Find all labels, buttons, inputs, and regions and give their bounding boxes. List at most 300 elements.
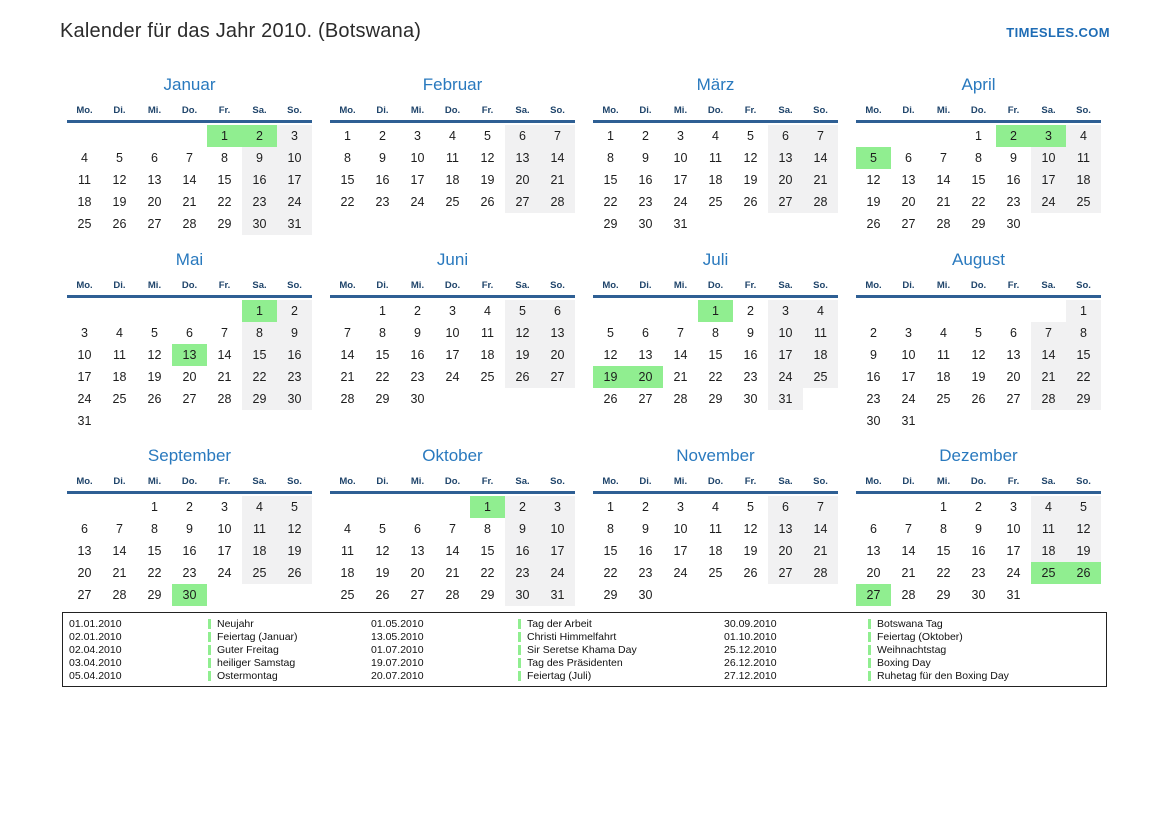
month-title: Januar xyxy=(163,75,216,94)
day-cell: 19 xyxy=(112,195,127,209)
empty-cell xyxy=(365,496,400,518)
day-cell: 21 xyxy=(182,195,197,209)
day-cell: 17 xyxy=(1031,169,1066,191)
day-cell: 26 xyxy=(971,392,986,406)
day-cell: 27 xyxy=(901,217,916,231)
empty-cell xyxy=(891,300,926,322)
empty-cell xyxy=(242,584,277,606)
weekday-header: Di. xyxy=(639,105,652,116)
day-cell: 25 xyxy=(340,588,355,602)
day-cell: 13 xyxy=(172,344,207,366)
day-cell: 27 xyxy=(147,217,162,231)
legend-holiday-name: Ostermontag xyxy=(217,669,278,682)
day-cell: 26 xyxy=(1066,562,1101,584)
day-cell: 21 xyxy=(803,169,838,191)
weekday-header: Fr. xyxy=(1007,105,1020,116)
month-days xyxy=(330,300,575,410)
day-cell: 6 xyxy=(870,522,877,536)
day-cell: 8 xyxy=(940,522,947,536)
legend-entry xyxy=(868,657,1106,669)
day-cell: 10 xyxy=(445,326,460,340)
day-cell: 30 xyxy=(638,217,653,231)
empty-cell xyxy=(540,388,575,410)
day-cell: 17 xyxy=(540,540,575,562)
legend-date: 01.10.2010 xyxy=(724,631,777,644)
holiday-marker-icon xyxy=(208,632,211,642)
day-cell: 12 xyxy=(277,518,312,540)
day-cell: 21 xyxy=(1031,366,1066,388)
day-cell: 2 xyxy=(505,496,540,518)
weekday-header: Do. xyxy=(970,476,987,487)
weekday-header-row xyxy=(856,476,1101,494)
day-cell: 28 xyxy=(540,191,575,213)
day-cell: 18 xyxy=(242,540,277,562)
day-cell: 14 xyxy=(112,544,127,558)
empty-cell xyxy=(1066,213,1101,235)
holiday-marker-icon xyxy=(868,671,871,681)
day-cell: 1 xyxy=(607,129,614,143)
day-cell: 8 xyxy=(712,326,719,340)
day-cell: 20 xyxy=(410,566,425,580)
legend-entry xyxy=(518,618,724,630)
weekday-header-row xyxy=(856,280,1101,298)
weekday-header: Di. xyxy=(902,105,915,116)
day-cell: 20 xyxy=(147,195,162,209)
day-cell: 22 xyxy=(242,366,277,388)
weekday-header: Di. xyxy=(902,476,915,487)
day-cell: 21 xyxy=(445,566,460,580)
day-cell: 7 xyxy=(940,151,947,165)
weekday-header: So. xyxy=(1076,280,1091,291)
day-cell: 2 xyxy=(277,300,312,322)
month-title: Dezember xyxy=(939,446,1018,465)
holiday-marker-icon xyxy=(868,658,871,668)
day-cell: 17 xyxy=(673,173,688,187)
day-cell: 6 xyxy=(186,326,193,340)
day-cell: 20 xyxy=(505,169,540,191)
day-cell: 11 xyxy=(242,518,277,540)
day-cell: 10 xyxy=(673,522,688,536)
empty-cell xyxy=(856,496,891,518)
day-cell: 20 xyxy=(182,370,197,384)
legend-entry xyxy=(868,644,1106,656)
day-cell: 29 xyxy=(603,217,618,231)
legend-entry xyxy=(518,657,724,669)
legend-date: 01.01.2010 xyxy=(69,618,122,631)
legend-holiday-name: Feiertag (Juli) xyxy=(527,669,592,682)
legend-holiday-name: Ruhetag für den Boxing Day xyxy=(877,669,1009,682)
day-cell: 16 xyxy=(866,370,881,384)
day-cell: 16 xyxy=(410,348,425,362)
day-cell: 21 xyxy=(936,195,951,209)
day-cell: 14 xyxy=(540,147,575,169)
month-title: Juni xyxy=(436,250,469,269)
holiday-marker-icon xyxy=(208,671,211,681)
day-cell: 30 xyxy=(1006,217,1021,231)
day-cell: 1 xyxy=(940,500,947,514)
day-cell: 22 xyxy=(708,370,723,384)
month-days xyxy=(856,125,1101,235)
day-cell: 19 xyxy=(480,173,495,187)
empty-cell xyxy=(207,410,242,432)
day-cell: 5 xyxy=(856,147,891,169)
day-cell: 29 xyxy=(217,217,232,231)
day-cell: 15 xyxy=(708,348,723,362)
day-cell: 31 xyxy=(1006,588,1021,602)
day-cell: 21 xyxy=(112,566,127,580)
day-cell: 12 xyxy=(505,322,540,344)
legend-entry xyxy=(208,670,371,682)
day-cell: 10 xyxy=(768,322,803,344)
day-cell: 17 xyxy=(445,348,460,362)
weekday-header: Sa. xyxy=(252,105,267,116)
day-cell: 16 xyxy=(638,544,653,558)
day-cell: 31 xyxy=(901,414,916,428)
month-days xyxy=(67,496,312,606)
weekday-header-row xyxy=(330,280,575,298)
day-cell: 26 xyxy=(147,392,162,406)
weekday-header-row xyxy=(593,280,838,298)
empty-cell xyxy=(470,388,505,410)
day-cell: 1 xyxy=(975,129,982,143)
legend-holiday-name: Christi Himmelfahrt xyxy=(527,631,617,644)
day-cell: 13 xyxy=(638,348,653,362)
day-cell: 18 xyxy=(340,566,355,580)
empty-cell xyxy=(207,300,242,322)
empty-cell xyxy=(102,410,137,432)
month-title: Juli xyxy=(702,250,729,269)
day-cell: 18 xyxy=(77,195,92,209)
day-cell: 29 xyxy=(375,392,390,406)
empty-cell xyxy=(733,213,768,235)
day-cell: 20 xyxy=(1006,370,1021,384)
weekday-header: Mo. xyxy=(865,105,882,116)
day-cell: 20 xyxy=(768,540,803,562)
day-cell: 25 xyxy=(112,392,127,406)
day-cell: 16 xyxy=(1006,173,1021,187)
month-title: August xyxy=(952,250,1005,269)
day-cell: 24 xyxy=(768,366,803,388)
empty-cell xyxy=(1066,410,1101,432)
day-cell: 30 xyxy=(277,388,312,410)
day-cell: 27 xyxy=(768,562,803,584)
month-title: Oktober xyxy=(422,446,483,465)
day-cell: 20 xyxy=(901,195,916,209)
empty-cell xyxy=(926,300,961,322)
weekday-header: Mi. xyxy=(147,105,162,116)
empty-cell xyxy=(698,213,733,235)
weekday-header: Mo. xyxy=(339,105,356,116)
weekday-header: Do. xyxy=(444,476,461,487)
weekday-header: Do. xyxy=(970,280,987,291)
day-cell: 11 xyxy=(481,326,494,340)
day-cell: 31 xyxy=(673,217,688,231)
day-cell: 21 xyxy=(217,370,232,384)
day-cell: 2 xyxy=(747,304,754,318)
day-cell: 2 xyxy=(996,125,1031,147)
day-cell: 3 xyxy=(449,304,456,318)
day-cell: 14 xyxy=(673,348,688,362)
day-cell: 7 xyxy=(1031,322,1066,344)
weekday-header: Mo. xyxy=(76,280,93,291)
holiday-marker-icon xyxy=(208,658,211,668)
month-dezember xyxy=(856,443,1101,613)
day-cell: 16 xyxy=(505,540,540,562)
day-cell: 31 xyxy=(277,213,312,235)
day-cell: 16 xyxy=(971,544,986,558)
day-cell: 5 xyxy=(747,129,754,143)
empty-cell xyxy=(926,410,961,432)
day-cell: 5 xyxy=(607,326,614,340)
day-cell: 3 xyxy=(677,129,684,143)
month-days xyxy=(593,496,838,606)
empty-cell xyxy=(67,300,102,322)
weekday-header: Do. xyxy=(181,280,198,291)
legend-date: 26.12.2010 xyxy=(724,656,777,669)
day-cell: 11 xyxy=(78,173,91,187)
brand-link[interactable]: TIMESLES.COM xyxy=(1006,25,1110,40)
month-juli xyxy=(593,247,838,443)
day-cell: 24 xyxy=(673,195,688,209)
month-märz xyxy=(593,72,838,247)
day-cell: 9 xyxy=(870,348,877,362)
day-cell: 24 xyxy=(540,562,575,584)
day-cell: 4 xyxy=(803,300,838,322)
month-september xyxy=(67,443,312,613)
day-cell: 2 xyxy=(642,500,649,514)
day-cell: 28 xyxy=(340,392,355,406)
legend-date: 05.04.2010 xyxy=(69,669,122,682)
day-cell: 8 xyxy=(975,151,982,165)
day-cell: 6 xyxy=(768,125,803,147)
weekday-header: Mi. xyxy=(147,280,162,291)
legend-date: 30.09.2010 xyxy=(724,618,777,631)
day-cell: 26 xyxy=(480,195,495,209)
day-cell: 2 xyxy=(379,129,386,143)
weekday-header: Di. xyxy=(639,280,652,291)
month-days xyxy=(67,300,312,432)
holiday-marker-icon xyxy=(518,632,521,642)
months-grid xyxy=(67,72,1101,613)
empty-cell xyxy=(137,125,172,147)
day-cell: 2 xyxy=(975,500,982,514)
empty-cell xyxy=(768,584,803,606)
month-title: Mai xyxy=(175,250,204,269)
day-cell: 3 xyxy=(81,326,88,340)
day-cell: 6 xyxy=(1010,326,1017,340)
day-cell: 13 xyxy=(901,173,916,187)
day-cell: 16 xyxy=(182,544,197,558)
weekday-header: Fr. xyxy=(744,476,757,487)
day-cell: 17 xyxy=(673,544,688,558)
day-cell: 12 xyxy=(743,522,758,536)
legend-holiday-name: Sir Seretse Khama Day xyxy=(527,643,637,656)
day-cell: 11 xyxy=(709,522,722,536)
day-cell: 12 xyxy=(375,544,390,558)
weekday-header: Sa. xyxy=(1041,105,1056,116)
weekday-header-row xyxy=(593,476,838,494)
day-cell: 22 xyxy=(480,566,495,580)
day-cell: 7 xyxy=(803,496,838,518)
day-cell: 12 xyxy=(112,173,127,187)
day-cell: 9 xyxy=(975,522,982,536)
day-cell: 13 xyxy=(147,173,162,187)
empty-cell xyxy=(891,125,926,147)
empty-cell xyxy=(137,410,172,432)
day-cell: 23 xyxy=(277,366,312,388)
day-cell: 19 xyxy=(743,173,758,187)
empty-cell xyxy=(663,300,698,322)
day-cell: 5 xyxy=(116,151,123,165)
legend-holiday-name: Feiertag (Oktober) xyxy=(877,631,963,644)
weekday-header: Do. xyxy=(707,105,724,116)
weekday-header: Di. xyxy=(113,105,126,116)
day-cell: 18 xyxy=(1031,540,1066,562)
day-cell: 26 xyxy=(603,392,618,406)
day-cell: 19 xyxy=(866,195,881,209)
day-cell: 18 xyxy=(803,344,838,366)
day-cell: 14 xyxy=(340,348,355,362)
day-cell: 11 xyxy=(113,348,126,362)
day-cell: 5 xyxy=(975,326,982,340)
day-cell: 24 xyxy=(1031,191,1066,213)
weekday-header: Fr. xyxy=(744,105,757,116)
day-cell: 6 xyxy=(151,151,158,165)
weekday-header: So. xyxy=(813,476,828,487)
day-cell: 3 xyxy=(221,500,228,514)
empty-cell xyxy=(1031,213,1066,235)
weekday-header: Fr. xyxy=(218,280,231,291)
month-title: Februar xyxy=(422,75,483,94)
day-cell: 24 xyxy=(673,566,688,580)
holiday-marker-icon xyxy=(208,619,211,629)
day-cell: 8 xyxy=(484,522,491,536)
day-cell: 14 xyxy=(1031,344,1066,366)
day-cell: 6 xyxy=(414,522,421,536)
weekday-header: Sa. xyxy=(252,280,267,291)
day-cell: 4 xyxy=(1066,125,1101,147)
weekday-header: Sa. xyxy=(252,476,267,487)
weekday-header: So. xyxy=(813,280,828,291)
empty-cell xyxy=(733,584,768,606)
day-cell: 28 xyxy=(112,588,127,602)
month-februar xyxy=(330,72,575,247)
day-cell: 26 xyxy=(375,588,390,602)
month-title: März xyxy=(696,75,735,94)
day-cell: 8 xyxy=(242,322,277,344)
weekday-header: Di. xyxy=(113,476,126,487)
day-cell: 2 xyxy=(242,125,277,147)
weekday-header: Do. xyxy=(707,280,724,291)
weekday-header: Do. xyxy=(181,105,198,116)
legend-holiday-name: Weihnachtstag xyxy=(877,643,947,656)
weekday-header: Fr. xyxy=(218,105,231,116)
day-cell: 24 xyxy=(77,392,92,406)
day-cell: 26 xyxy=(112,217,127,231)
day-cell: 30 xyxy=(505,584,540,606)
day-cell: 16 xyxy=(242,169,277,191)
day-cell: 3 xyxy=(540,496,575,518)
day-cell: 7 xyxy=(677,326,684,340)
day-cell: 2 xyxy=(186,500,193,514)
day-cell: 3 xyxy=(768,300,803,322)
weekday-header: So. xyxy=(287,105,302,116)
weekday-header: Mi. xyxy=(410,280,425,291)
day-cell: 8 xyxy=(221,151,228,165)
weekday-header: Sa. xyxy=(515,476,530,487)
month-april xyxy=(856,72,1101,247)
empty-cell xyxy=(803,213,838,235)
day-cell: 11 xyxy=(341,544,354,558)
day-cell: 12 xyxy=(1066,518,1101,540)
day-cell: 14 xyxy=(803,147,838,169)
day-cell: 11 xyxy=(709,151,722,165)
weekday-header: Mi. xyxy=(936,280,951,291)
day-cell: 29 xyxy=(480,588,495,602)
month-days xyxy=(856,300,1101,432)
day-cell: 23 xyxy=(638,566,653,580)
day-cell: 28 xyxy=(182,217,197,231)
legend-date: 25.12.2010 xyxy=(724,643,777,656)
legend-date: 01.05.2010 xyxy=(371,618,424,631)
day-cell: 24 xyxy=(277,191,312,213)
day-cell: 13 xyxy=(540,322,575,344)
day-cell: 10 xyxy=(901,348,916,362)
weekday-header: Do. xyxy=(444,105,461,116)
empty-cell xyxy=(207,584,242,606)
empty-cell xyxy=(926,125,961,147)
day-cell: 6 xyxy=(905,151,912,165)
day-cell: 12 xyxy=(603,348,618,362)
legend-entry xyxy=(868,631,1106,643)
empty-cell xyxy=(856,300,891,322)
day-cell: 14 xyxy=(182,173,197,187)
weekday-header: Fr. xyxy=(481,105,494,116)
day-cell: 5 xyxy=(277,496,312,518)
month-days xyxy=(67,125,312,235)
empty-cell xyxy=(698,584,733,606)
day-cell: 17 xyxy=(1006,544,1021,558)
weekday-header: Fr. xyxy=(218,476,231,487)
empty-cell xyxy=(961,410,996,432)
day-cell: 4 xyxy=(484,304,491,318)
day-cell: 29 xyxy=(603,588,618,602)
day-cell: 9 xyxy=(1010,151,1017,165)
day-cell: 15 xyxy=(603,173,618,187)
weekday-header: Mo. xyxy=(865,280,882,291)
day-cell: 4 xyxy=(81,151,88,165)
day-cell: 25 xyxy=(445,195,460,209)
day-cell: 7 xyxy=(449,522,456,536)
day-cell: 17 xyxy=(410,173,425,187)
day-cell: 27 xyxy=(768,191,803,213)
day-cell: 6 xyxy=(505,125,540,147)
empty-cell xyxy=(172,125,207,147)
day-cell: 18 xyxy=(1066,169,1101,191)
day-cell: 9 xyxy=(379,151,386,165)
day-cell: 5 xyxy=(484,129,491,143)
weekday-header-row xyxy=(67,476,312,494)
day-cell: 4 xyxy=(344,522,351,536)
weekday-header: Mi. xyxy=(673,105,688,116)
day-cell: 24 xyxy=(445,370,460,384)
weekday-header: Sa. xyxy=(515,280,530,291)
day-cell: 19 xyxy=(1066,540,1101,562)
day-cell: 16 xyxy=(375,173,390,187)
day-cell: 28 xyxy=(803,562,838,584)
month-title: November xyxy=(676,446,755,465)
empty-cell xyxy=(768,213,803,235)
